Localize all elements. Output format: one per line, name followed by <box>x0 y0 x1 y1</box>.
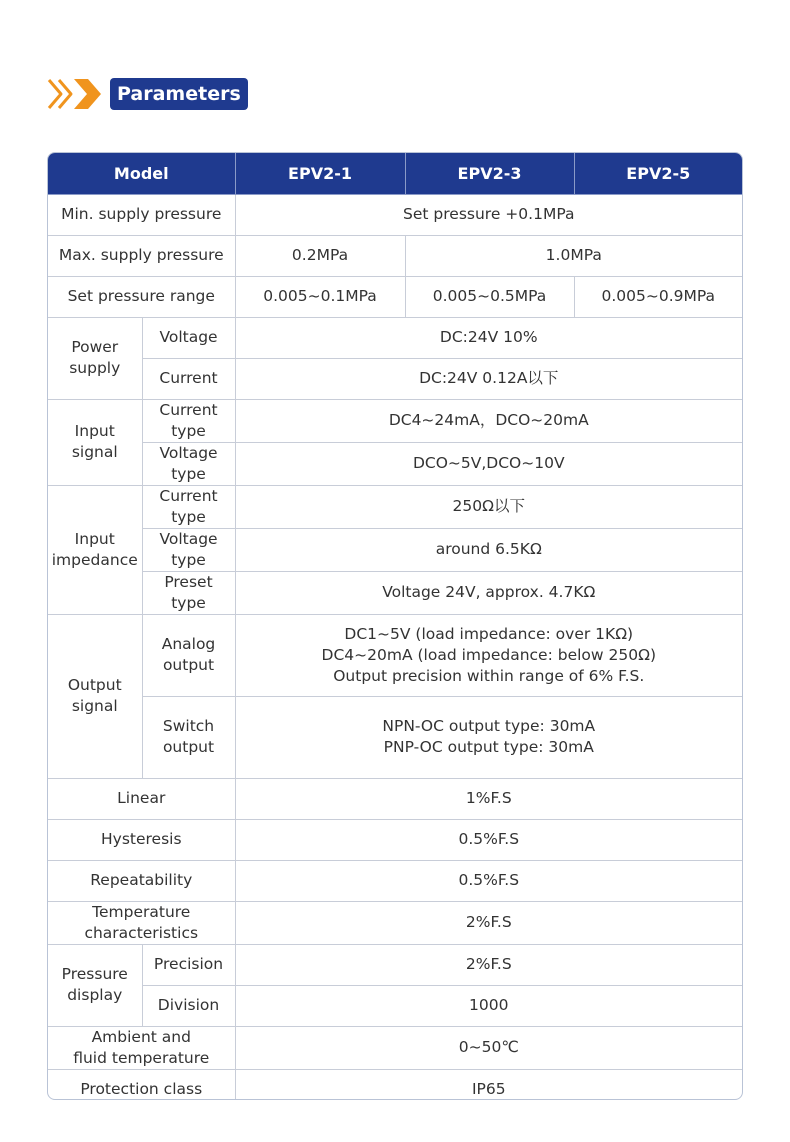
max-supply-value-1: 0.2MPa <box>235 235 405 276</box>
sub-label-analog-output: Analog output <box>142 614 235 696</box>
repeatability-value: 0.5%F.S <box>235 860 742 901</box>
ambient-value: 0~50℃ <box>235 1026 742 1069</box>
table-row <box>48 571 742 614</box>
sub-label-current-type: Current type <box>142 399 235 442</box>
table-row <box>48 819 742 860</box>
table-row <box>48 1069 742 1100</box>
impedance-preset-value: Voltage 24V, approx. 4.7KΩ <box>235 571 742 614</box>
table-header-row <box>48 153 742 194</box>
header-model: Model <box>48 153 235 194</box>
table-row <box>48 276 742 317</box>
input-signal-voltage-value: DCO~5V,DCO~10V <box>235 442 742 485</box>
impedance-current-value: 250Ω以下 <box>235 485 742 528</box>
table-row <box>48 944 742 985</box>
header-model-2: EPV2-3 <box>405 153 574 194</box>
sub-label-switch-output: Switch output <box>142 696 235 778</box>
set-range-value-2: 0.005~0.5MPa <box>405 276 574 317</box>
parameters-table <box>47 152 743 1100</box>
table-row <box>48 235 742 276</box>
table-row <box>48 442 742 485</box>
table-row <box>48 1026 742 1069</box>
table-row <box>48 194 742 235</box>
table-row <box>48 696 742 778</box>
max-supply-value-2: 1.0MPa <box>405 235 742 276</box>
double-chevron-icon <box>46 77 102 111</box>
sub-label-preset-type: Preset type <box>142 571 235 614</box>
group-label-output-signal: Output signal <box>48 614 142 778</box>
table-row <box>48 778 742 819</box>
table-row <box>48 485 742 528</box>
table-row <box>48 985 742 1026</box>
header-model-3: EPV2-5 <box>574 153 742 194</box>
table-row <box>48 614 742 696</box>
set-range-value-1: 0.005~0.1MPa <box>235 276 405 317</box>
row-label-ambient: Ambient and fluid temperature <box>48 1026 235 1069</box>
group-label-input-impedance: Input impedance <box>48 485 142 614</box>
section-title: Parameters <box>110 78 248 110</box>
row-label-max-supply: Max. supply pressure <box>48 235 235 276</box>
group-label-power-supply: Power supply <box>48 317 142 399</box>
row-label-set-range: Set pressure range <box>48 276 235 317</box>
table-row <box>48 317 742 358</box>
group-label-pressure-display: Pressure display <box>48 944 142 1026</box>
sub-label-current: Current <box>142 358 235 399</box>
linear-value: 1%F.S <box>235 778 742 819</box>
sub-label-voltage: Voltage <box>142 317 235 358</box>
protection-value: IP65 <box>235 1069 742 1100</box>
row-label-repeatability: Repeatability <box>48 860 235 901</box>
impedance-voltage-value: around 6.5KΩ <box>235 528 742 571</box>
temperature-value: 2%F.S <box>235 901 742 944</box>
row-label-min-supply: Min. supply pressure <box>48 194 235 235</box>
sub-label-voltage-type: Voltage type <box>142 442 235 485</box>
analog-output-value: DC1~5V (load impedance: over 1KΩ) DC4~20mA (load impedance: below 250Ω) Output precision within range of 6% F.S. <box>235 614 742 696</box>
row-label-temperature: Temperature characteristics <box>48 901 235 944</box>
section-header <box>46 77 248 111</box>
sub-label-precision: Precision <box>142 944 235 985</box>
row-label-protection: Protection class <box>48 1069 235 1100</box>
input-signal-current-value: DC4~24mA，DCO~20mA <box>235 399 742 442</box>
hysteresis-value: 0.5%F.S <box>235 819 742 860</box>
group-label-input-signal: Input signal <box>48 399 142 485</box>
header-model-1: EPV2-1 <box>235 153 405 194</box>
row-label-hysteresis: Hysteresis <box>48 819 235 860</box>
switch-output-value: NPN-OC output type: 30mA PNP-OC output type: 30mA <box>235 696 742 778</box>
sub-label-voltage-type: Voltage type <box>142 528 235 571</box>
row-label-linear: Linear <box>48 778 235 819</box>
division-value: 1000 <box>235 985 742 1026</box>
set-range-value-3: 0.005~0.9MPa <box>574 276 742 317</box>
power-voltage-value: DC:24V 10% <box>235 317 742 358</box>
sub-label-division: Division <box>142 985 235 1026</box>
min-supply-value: Set pressure +0.1MPa <box>235 194 742 235</box>
precision-value: 2%F.S <box>235 944 742 985</box>
table-row <box>48 901 742 944</box>
table-row <box>48 528 742 571</box>
table-row <box>48 399 742 442</box>
table-row <box>48 860 742 901</box>
table-row <box>48 358 742 399</box>
power-current-value: DC:24V 0.12A以下 <box>235 358 742 399</box>
sub-label-current-type: Current type <box>142 485 235 528</box>
